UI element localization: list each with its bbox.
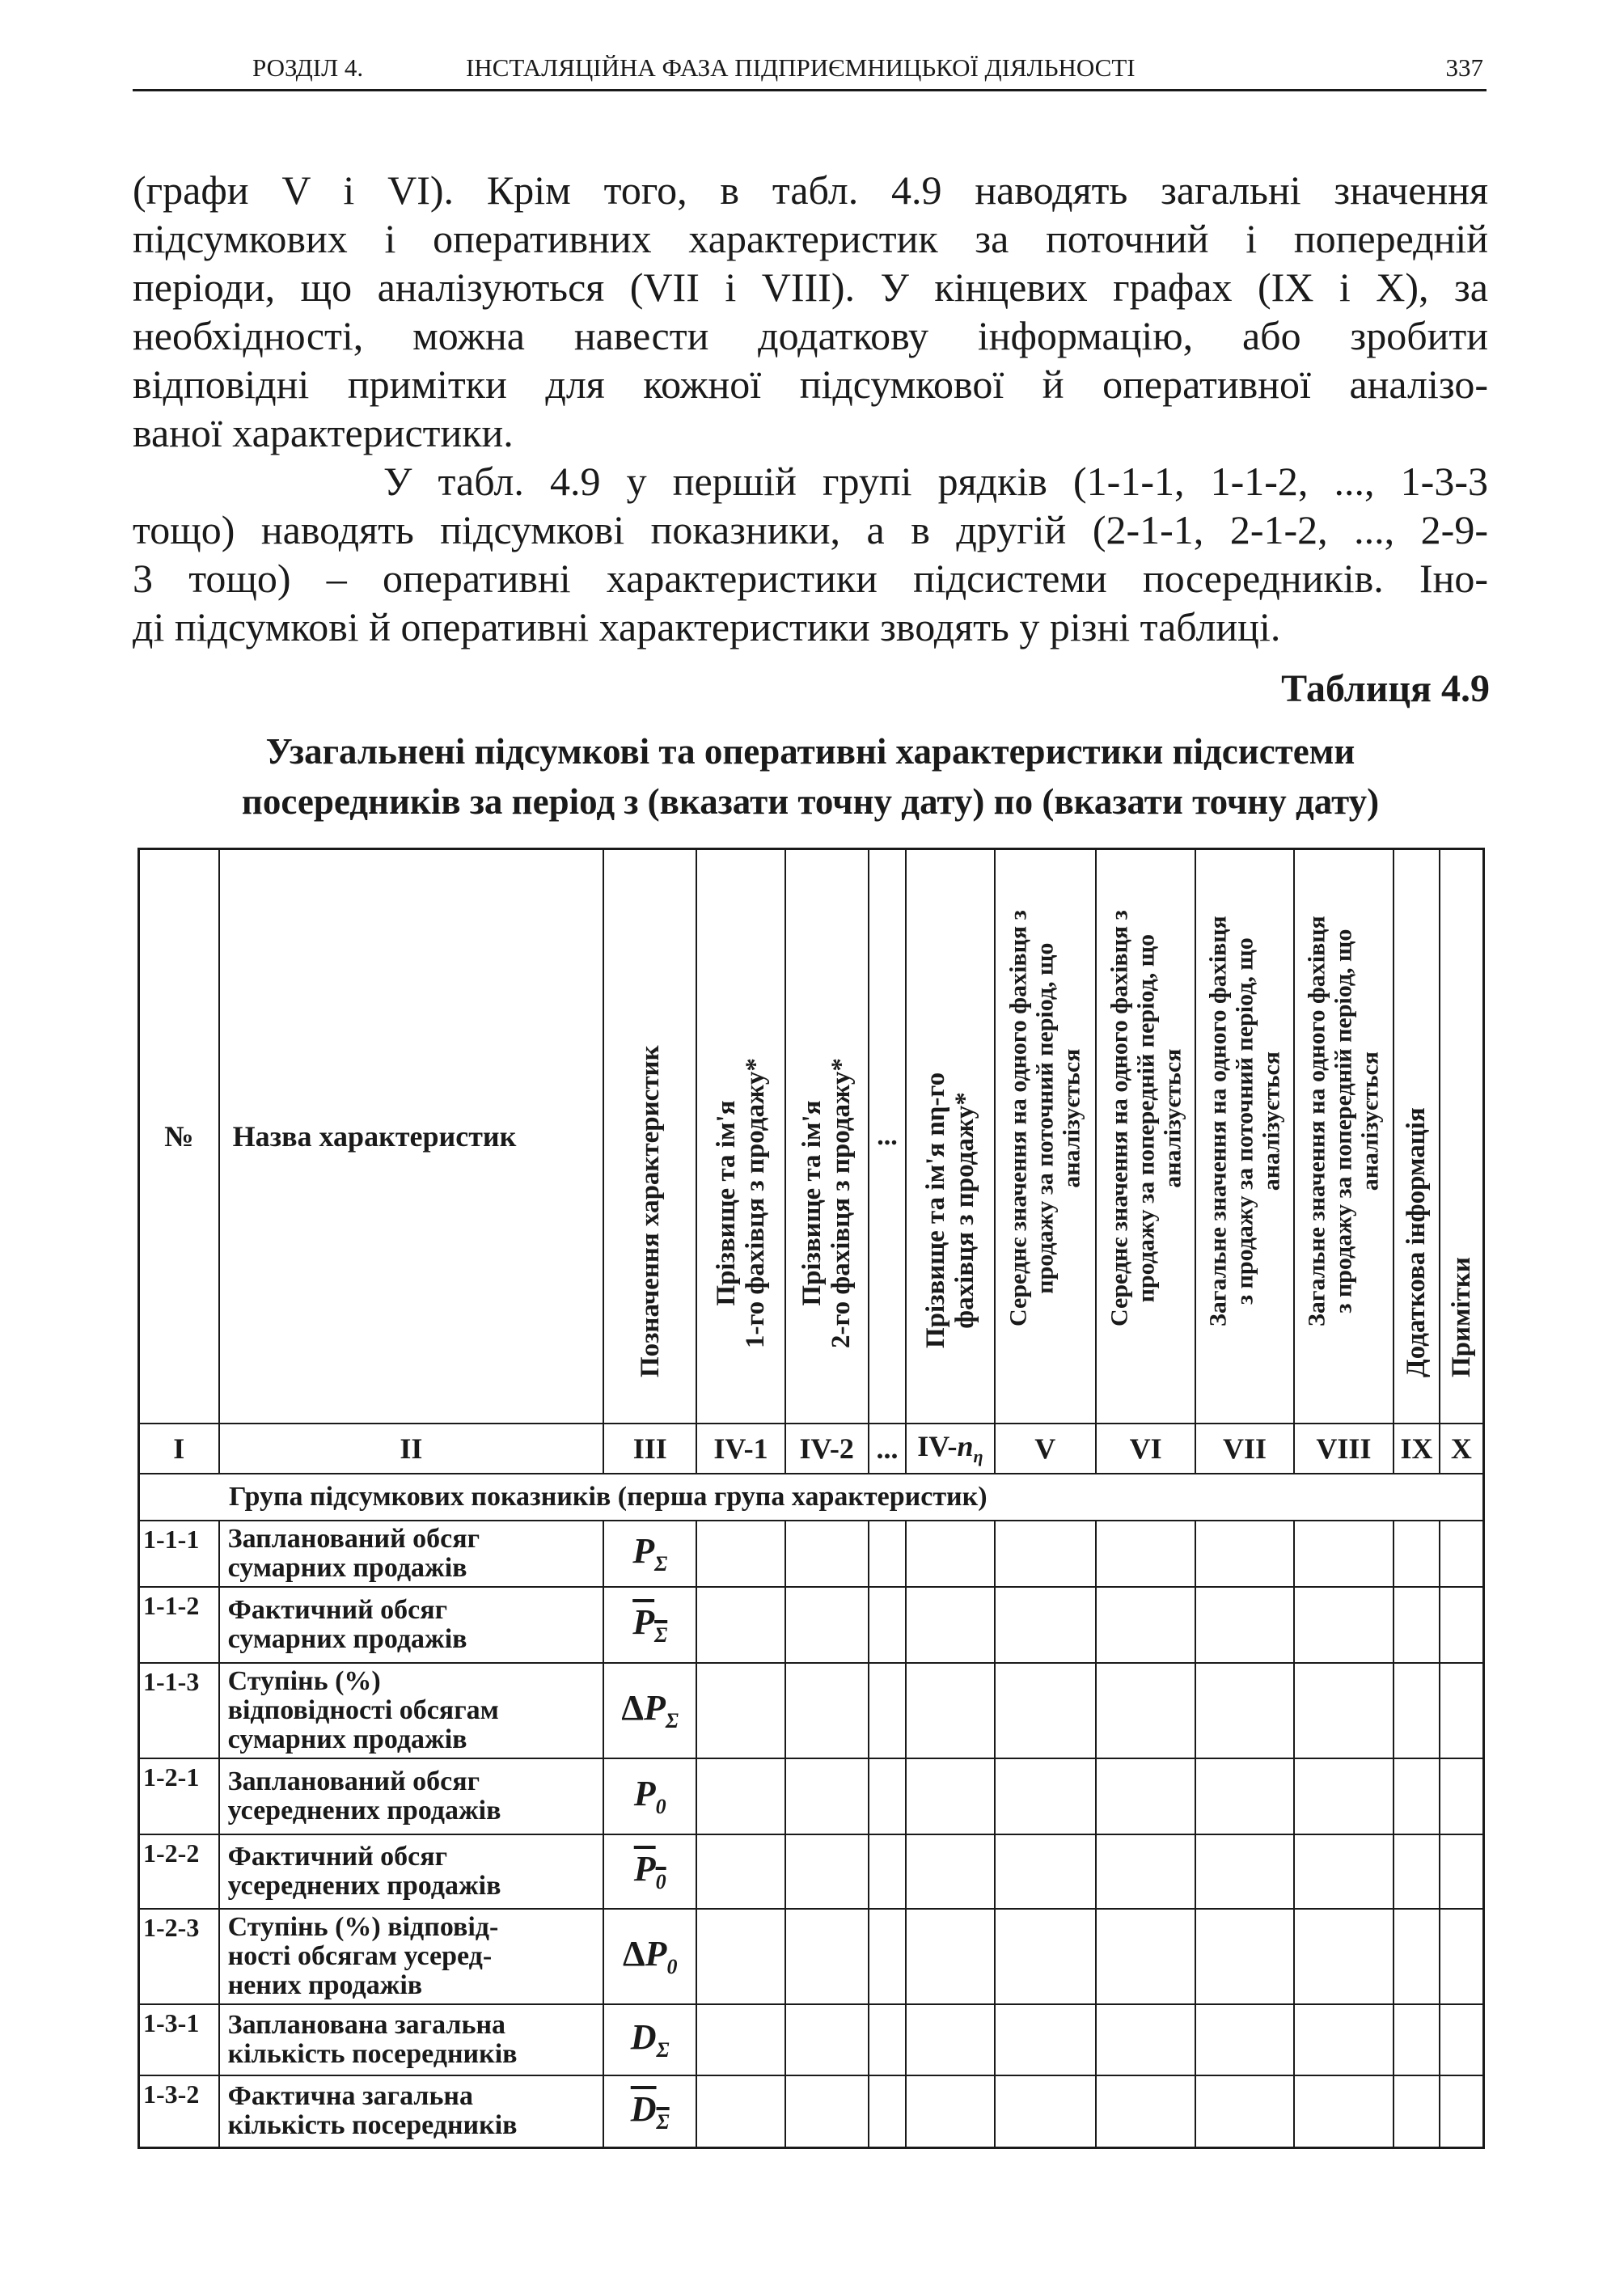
- row-symbol: [603, 1587, 696, 1663]
- table-row: [139, 1758, 1484, 1834]
- running-head-section: РОЗДІЛ 4.: [252, 53, 364, 82]
- empty-cell: [1440, 1909, 1484, 2004]
- symbol-subscript: Σ: [656, 2109, 670, 2134]
- empty-cell: [869, 1909, 907, 2004]
- symbol-prefix: Δ: [622, 1934, 645, 1974]
- header-line: з продажу за попередній період, що: [1330, 929, 1357, 1314]
- empty-cell: [995, 2004, 1096, 2075]
- empty-cell: [995, 1834, 1096, 1909]
- empty-cell: [869, 1521, 907, 1587]
- empty-cell: [785, 2004, 869, 2075]
- empty-cell: [1294, 1909, 1394, 2004]
- row-name-line: сумарних продажів: [227, 1552, 467, 1583]
- empty-cell: [696, 2075, 785, 2148]
- characteristics-table: [137, 848, 1485, 2149]
- empty-cell: [696, 1587, 785, 1663]
- empty-cell: [1294, 1587, 1394, 1663]
- group-title: Група підсумкових показників (перша група характеристик): [139, 1474, 1484, 1521]
- row-code: 1-1-2: [139, 1587, 219, 1663]
- empty-cell: [1195, 1663, 1293, 1758]
- table-header-row: [139, 849, 1484, 1424]
- col-num: IV-1: [696, 1424, 785, 1474]
- empty-cell: [1096, 1663, 1195, 1758]
- caption-line-1: Узагальнені підсумкові та оперативні характеристики підсистеми: [265, 731, 1355, 772]
- empty-cell: [1096, 1909, 1195, 2004]
- symbol-core: [632, 1531, 668, 1576]
- empty-cell: [995, 1663, 1096, 1758]
- header-line: аналізується: [1159, 1048, 1186, 1188]
- col-num: III: [603, 1424, 696, 1474]
- body-line: необхідності, можна навести додаткову інформацію, або зробити: [133, 313, 1488, 358]
- row-name: [219, 2075, 603, 2148]
- symbol-subscript: Σ: [665, 1708, 679, 1732]
- empty-cell: [1394, 1587, 1440, 1663]
- empty-cell: [1195, 2075, 1293, 2148]
- header-col-vii: [1195, 849, 1293, 1424]
- header-ellipsis: ...: [869, 849, 907, 1424]
- empty-cell: [1440, 1758, 1484, 1834]
- row-name-line: сумарних продажів: [227, 1623, 467, 1654]
- empty-cell: [696, 1663, 785, 1758]
- row-code: 1-1-1: [139, 1521, 219, 1587]
- row-name-line: усереднених продажів: [227, 1870, 501, 1901]
- row-name: [219, 2004, 603, 2075]
- col-num: IX: [1394, 1424, 1440, 1474]
- body-line: У табл. 4.9 у першій групі рядків (1-1-1, 1-1-2, ..., 1-3-3: [383, 459, 1488, 504]
- row-symbol: [603, 1663, 696, 1758]
- empty-cell: [696, 2004, 785, 2075]
- row-symbol: [603, 2075, 696, 2148]
- symbol-core: [633, 1849, 666, 1893]
- body-line: періоди, що аналізуються (VII і VIII). У кінцевих графах (IX і X), за: [133, 264, 1488, 310]
- empty-cell: [785, 1663, 869, 1758]
- empty-cell: [696, 1521, 785, 1587]
- header-line: 2-го фахівця з продажу*: [827, 1057, 856, 1348]
- header-specialist-2: [785, 849, 869, 1424]
- row-name: [219, 1758, 603, 1834]
- table-row: [139, 1663, 1484, 1758]
- empty-cell: [1440, 1521, 1484, 1587]
- symbol-core: [645, 1934, 678, 1978]
- empty-cell: [1096, 1521, 1195, 1587]
- col-num-prefix: IV-: [917, 1429, 958, 1462]
- col-num-sub: η: [973, 1446, 983, 1467]
- empty-cell: [995, 1758, 1096, 1834]
- empty-cell: [869, 2075, 907, 2148]
- empty-cell: [1195, 1758, 1293, 1834]
- empty-cell: [696, 1758, 785, 1834]
- empty-cell: [1096, 1834, 1195, 1909]
- table-row: [139, 2004, 1484, 2075]
- row-name-line: Фактична загальна: [227, 2081, 474, 2112]
- row-name: [219, 1521, 603, 1587]
- empty-cell: [1195, 1521, 1293, 1587]
- header-specialist-n: [906, 849, 994, 1424]
- row-code: 1-2-1: [139, 1758, 219, 1834]
- empty-cell: [1294, 1758, 1394, 1834]
- header-line: Прізвище та ім'я: [711, 1100, 741, 1306]
- symbol-subscript: 0: [655, 1794, 666, 1818]
- symbol-core: [633, 1774, 666, 1818]
- empty-cell: [1294, 2075, 1394, 2148]
- symbol-letter: D: [630, 2017, 657, 2058]
- row-name: [219, 1587, 603, 1663]
- caption-line-2: посередників за період з (вказати точну дату) по (вказати точну дату): [241, 781, 1380, 822]
- row-name-line: Фактичний обсяг: [227, 1594, 448, 1625]
- empty-cell: [1394, 2075, 1440, 2148]
- symbol-subscript: 0: [655, 1869, 666, 1893]
- empty-cell: [1394, 1521, 1440, 1587]
- empty-cell: [906, 1909, 994, 2004]
- body-line: тощо) наводять підсумкові показники, а в другій (2-1-1, 2-1-2, ..., 2-9-: [133, 507, 1488, 552]
- symbol-subscript: Σ: [654, 1622, 668, 1647]
- body-line: (графи V і VI). Крім того, в табл. 4.9 наводять загальні значення: [133, 167, 1488, 213]
- symbol-letter: P: [645, 1934, 667, 1974]
- empty-cell: [1394, 1909, 1440, 2004]
- row-name-line: кількість посередників: [227, 2110, 518, 2141]
- row-symbol: [603, 1758, 696, 1834]
- group-row: [139, 1474, 1484, 1521]
- empty-cell: [785, 1834, 869, 1909]
- body-line: ваної характеристики.: [133, 410, 514, 455]
- empty-cell: [1394, 1834, 1440, 1909]
- empty-cell: [906, 1758, 994, 1834]
- col-num: X: [1440, 1424, 1484, 1474]
- empty-cell: [869, 2004, 907, 2075]
- header-col-x: [1440, 849, 1484, 1424]
- header-line: Загальне значення на одного фахівця: [1303, 915, 1330, 1326]
- empty-cell: [1096, 2004, 1195, 2075]
- empty-cell: [995, 1909, 1096, 2004]
- header-line: продажу за попередній період, що: [1132, 933, 1160, 1302]
- symbol-letter: P: [632, 1531, 655, 1572]
- header-line: Прізвище та ім'я nη-го: [920, 1072, 950, 1348]
- header-line: Прізвище та ім'я: [797, 1100, 827, 1306]
- empty-cell: [1096, 1587, 1195, 1663]
- empty-cell: [696, 1909, 785, 2004]
- empty-cell: [995, 1521, 1096, 1587]
- col-num: VI: [1096, 1424, 1195, 1474]
- empty-cell: [1294, 1834, 1394, 1909]
- empty-cell: [906, 1663, 994, 1758]
- row-name-line: Ступінь (%) відповід-: [227, 1911, 499, 1942]
- empty-cell: [1195, 2004, 1293, 2075]
- empty-cell: [785, 2075, 869, 2148]
- header-col-viii: [1294, 849, 1394, 1424]
- empty-cell: [1394, 2004, 1440, 2075]
- header-line: Додаткова інформація: [1402, 1106, 1432, 1377]
- symbol-subscript: Σ: [654, 1551, 668, 1576]
- empty-cell: [1096, 2075, 1195, 2148]
- running-head: [133, 53, 1487, 91]
- column-numbering-row: [139, 1424, 1484, 1474]
- header-line: Середнє значення на одного фахівця з: [1106, 909, 1133, 1326]
- table-row: [139, 2075, 1484, 2148]
- table-caption: [133, 726, 1488, 827]
- empty-cell: [1195, 1909, 1293, 2004]
- row-code: 1-3-2: [139, 2075, 219, 2148]
- empty-cell: [1195, 1834, 1293, 1909]
- header-line: аналізується: [1258, 1051, 1285, 1191]
- empty-cell: [1440, 2075, 1484, 2148]
- row-symbol: [603, 1521, 696, 1587]
- row-name-line: сумарних продажів: [227, 1724, 467, 1754]
- header-name: Назва характеристик: [219, 849, 603, 1424]
- symbol-subscript: 0: [666, 1954, 678, 1978]
- empty-cell: [1440, 1663, 1484, 1758]
- empty-cell: [785, 1758, 869, 1834]
- empty-cell: [869, 1758, 907, 1834]
- header-col-vi: [1096, 849, 1195, 1424]
- symbol-letter: D: [630, 2088, 657, 2129]
- symbol-subscript: Σ: [656, 2037, 670, 2062]
- symbol-core: [632, 1602, 668, 1647]
- header-designation: [603, 849, 696, 1424]
- row-name-line: Запланована загальна: [227, 2009, 506, 2040]
- empty-cell: [785, 1909, 869, 2004]
- header-specialist-1: [696, 849, 785, 1424]
- page-number: 337: [1445, 53, 1483, 82]
- empty-cell: [785, 1521, 869, 1587]
- running-head-title: ІНСТАЛЯЦІЙНА ФАЗА ПІДПРИЄМНИЦЬКОЇ ДІЯЛЬНОСТІ: [466, 53, 1136, 82]
- header-designation-text: Позначення характеристик: [635, 1044, 665, 1377]
- table-row: [139, 1834, 1484, 1909]
- col-num: ...: [869, 1424, 907, 1474]
- empty-cell: [1195, 1587, 1293, 1663]
- empty-cell: [696, 1834, 785, 1909]
- row-name-line: Запланований обсяг: [227, 1766, 480, 1796]
- empty-cell: [995, 2075, 1096, 2148]
- col-num: [906, 1424, 994, 1474]
- symbol-letter: P: [632, 1602, 655, 1643]
- col-num: I: [139, 1424, 219, 1474]
- row-name-line: кількість посередників: [227, 2038, 518, 2069]
- empty-cell: [1096, 1758, 1195, 1834]
- row-symbol: [603, 1909, 696, 2004]
- header-line: Середнє значення на одного фахівця з: [1004, 909, 1032, 1326]
- empty-cell: [906, 2075, 994, 2148]
- empty-cell: [1440, 1834, 1484, 1909]
- empty-cell: [1440, 2004, 1484, 2075]
- header-line: продажу за поточний період, що: [1031, 942, 1059, 1294]
- row-symbol: [603, 2004, 696, 2075]
- empty-cell: [1394, 1663, 1440, 1758]
- empty-cell: [1294, 1663, 1394, 1758]
- row-symbol: [603, 1834, 696, 1909]
- empty-cell: [1394, 1758, 1440, 1834]
- col-num: V: [995, 1424, 1096, 1474]
- row-name-line: усереднених продажів: [227, 1795, 501, 1826]
- row-name: [219, 1909, 603, 2004]
- body-line: відповідні примітки для кожної підсумкової й оперативної аналізо-: [133, 362, 1488, 407]
- symbol-core: [630, 2017, 670, 2062]
- table-row: [139, 1909, 1484, 2004]
- row-code: 1-2-2: [139, 1834, 219, 1909]
- header-line: Загальне значення на одного фахівця: [1204, 915, 1232, 1326]
- row-name-line: Фактичний обсяг: [227, 1841, 448, 1872]
- header-line: 1-го фахівця з продажу*: [740, 1057, 770, 1348]
- symbol-letter: P: [633, 1849, 656, 1889]
- row-name: [219, 1663, 603, 1758]
- row-name-line: Запланований обсяг: [227, 1523, 480, 1554]
- header-number: №: [139, 849, 219, 1424]
- empty-cell: [906, 1521, 994, 1587]
- empty-cell: [1440, 1587, 1484, 1663]
- table-row: [139, 1587, 1484, 1663]
- row-name: [219, 1834, 603, 1909]
- header-line: аналізується: [1058, 1048, 1085, 1188]
- col-num: VIII: [1294, 1424, 1394, 1474]
- empty-cell: [906, 1834, 994, 1909]
- row-name-line: Ступінь (%): [227, 1665, 381, 1696]
- empty-cell: [995, 1587, 1096, 1663]
- table-row: [139, 1521, 1484, 1587]
- symbol-letter: P: [644, 1688, 666, 1728]
- row-name-line: нених продажів: [227, 1969, 423, 2000]
- empty-cell: [906, 1587, 994, 1663]
- header-line: фахівця з продажу*: [949, 1091, 979, 1329]
- symbol-letter: P: [633, 1774, 656, 1814]
- empty-cell: [785, 1587, 869, 1663]
- body-paragraphs: [133, 166, 1488, 651]
- empty-cell: [906, 2004, 994, 2075]
- data-rows: [139, 1521, 1484, 2148]
- header-col-ix: [1394, 849, 1440, 1424]
- header-line: аналізується: [1356, 1051, 1384, 1191]
- empty-cell: [1294, 2004, 1394, 2075]
- symbol-core: [644, 1688, 679, 1732]
- col-num: VII: [1195, 1424, 1293, 1474]
- symbol-prefix: Δ: [621, 1688, 644, 1728]
- empty-cell: [869, 1663, 907, 1758]
- empty-cell: [869, 1587, 907, 1663]
- empty-cell: [1294, 1521, 1394, 1587]
- row-code: 1-1-3: [139, 1663, 219, 1758]
- row-code: 1-3-1: [139, 2004, 219, 2075]
- body-line: 3 тощо) – оперативні характеристики підсистеми посередників. Іно-: [133, 556, 1488, 601]
- row-name-line: ності обсягам усеред-: [227, 1940, 493, 1971]
- empty-cell: [869, 1834, 907, 1909]
- row-code: 1-2-3: [139, 1909, 219, 2004]
- body-line: ді підсумкові й оперативні характеристики зводять у різні таблиці.: [133, 604, 1281, 649]
- col-num-var: n: [957, 1429, 974, 1462]
- header-line: з продажу за поточний період, що: [1231, 937, 1258, 1305]
- header-col-v: [995, 849, 1096, 1424]
- table-number: Таблиця 4.9: [1281, 667, 1490, 710]
- header-line: Примітки: [1446, 1256, 1476, 1377]
- row-name-line: відповідності обсягам: [227, 1694, 499, 1725]
- col-num: IV-2: [785, 1424, 869, 1474]
- symbol-core: [630, 2088, 670, 2134]
- col-num: II: [219, 1424, 603, 1474]
- body-line: підсумкових і оперативних характеристик за поточний і попередній: [133, 216, 1488, 261]
